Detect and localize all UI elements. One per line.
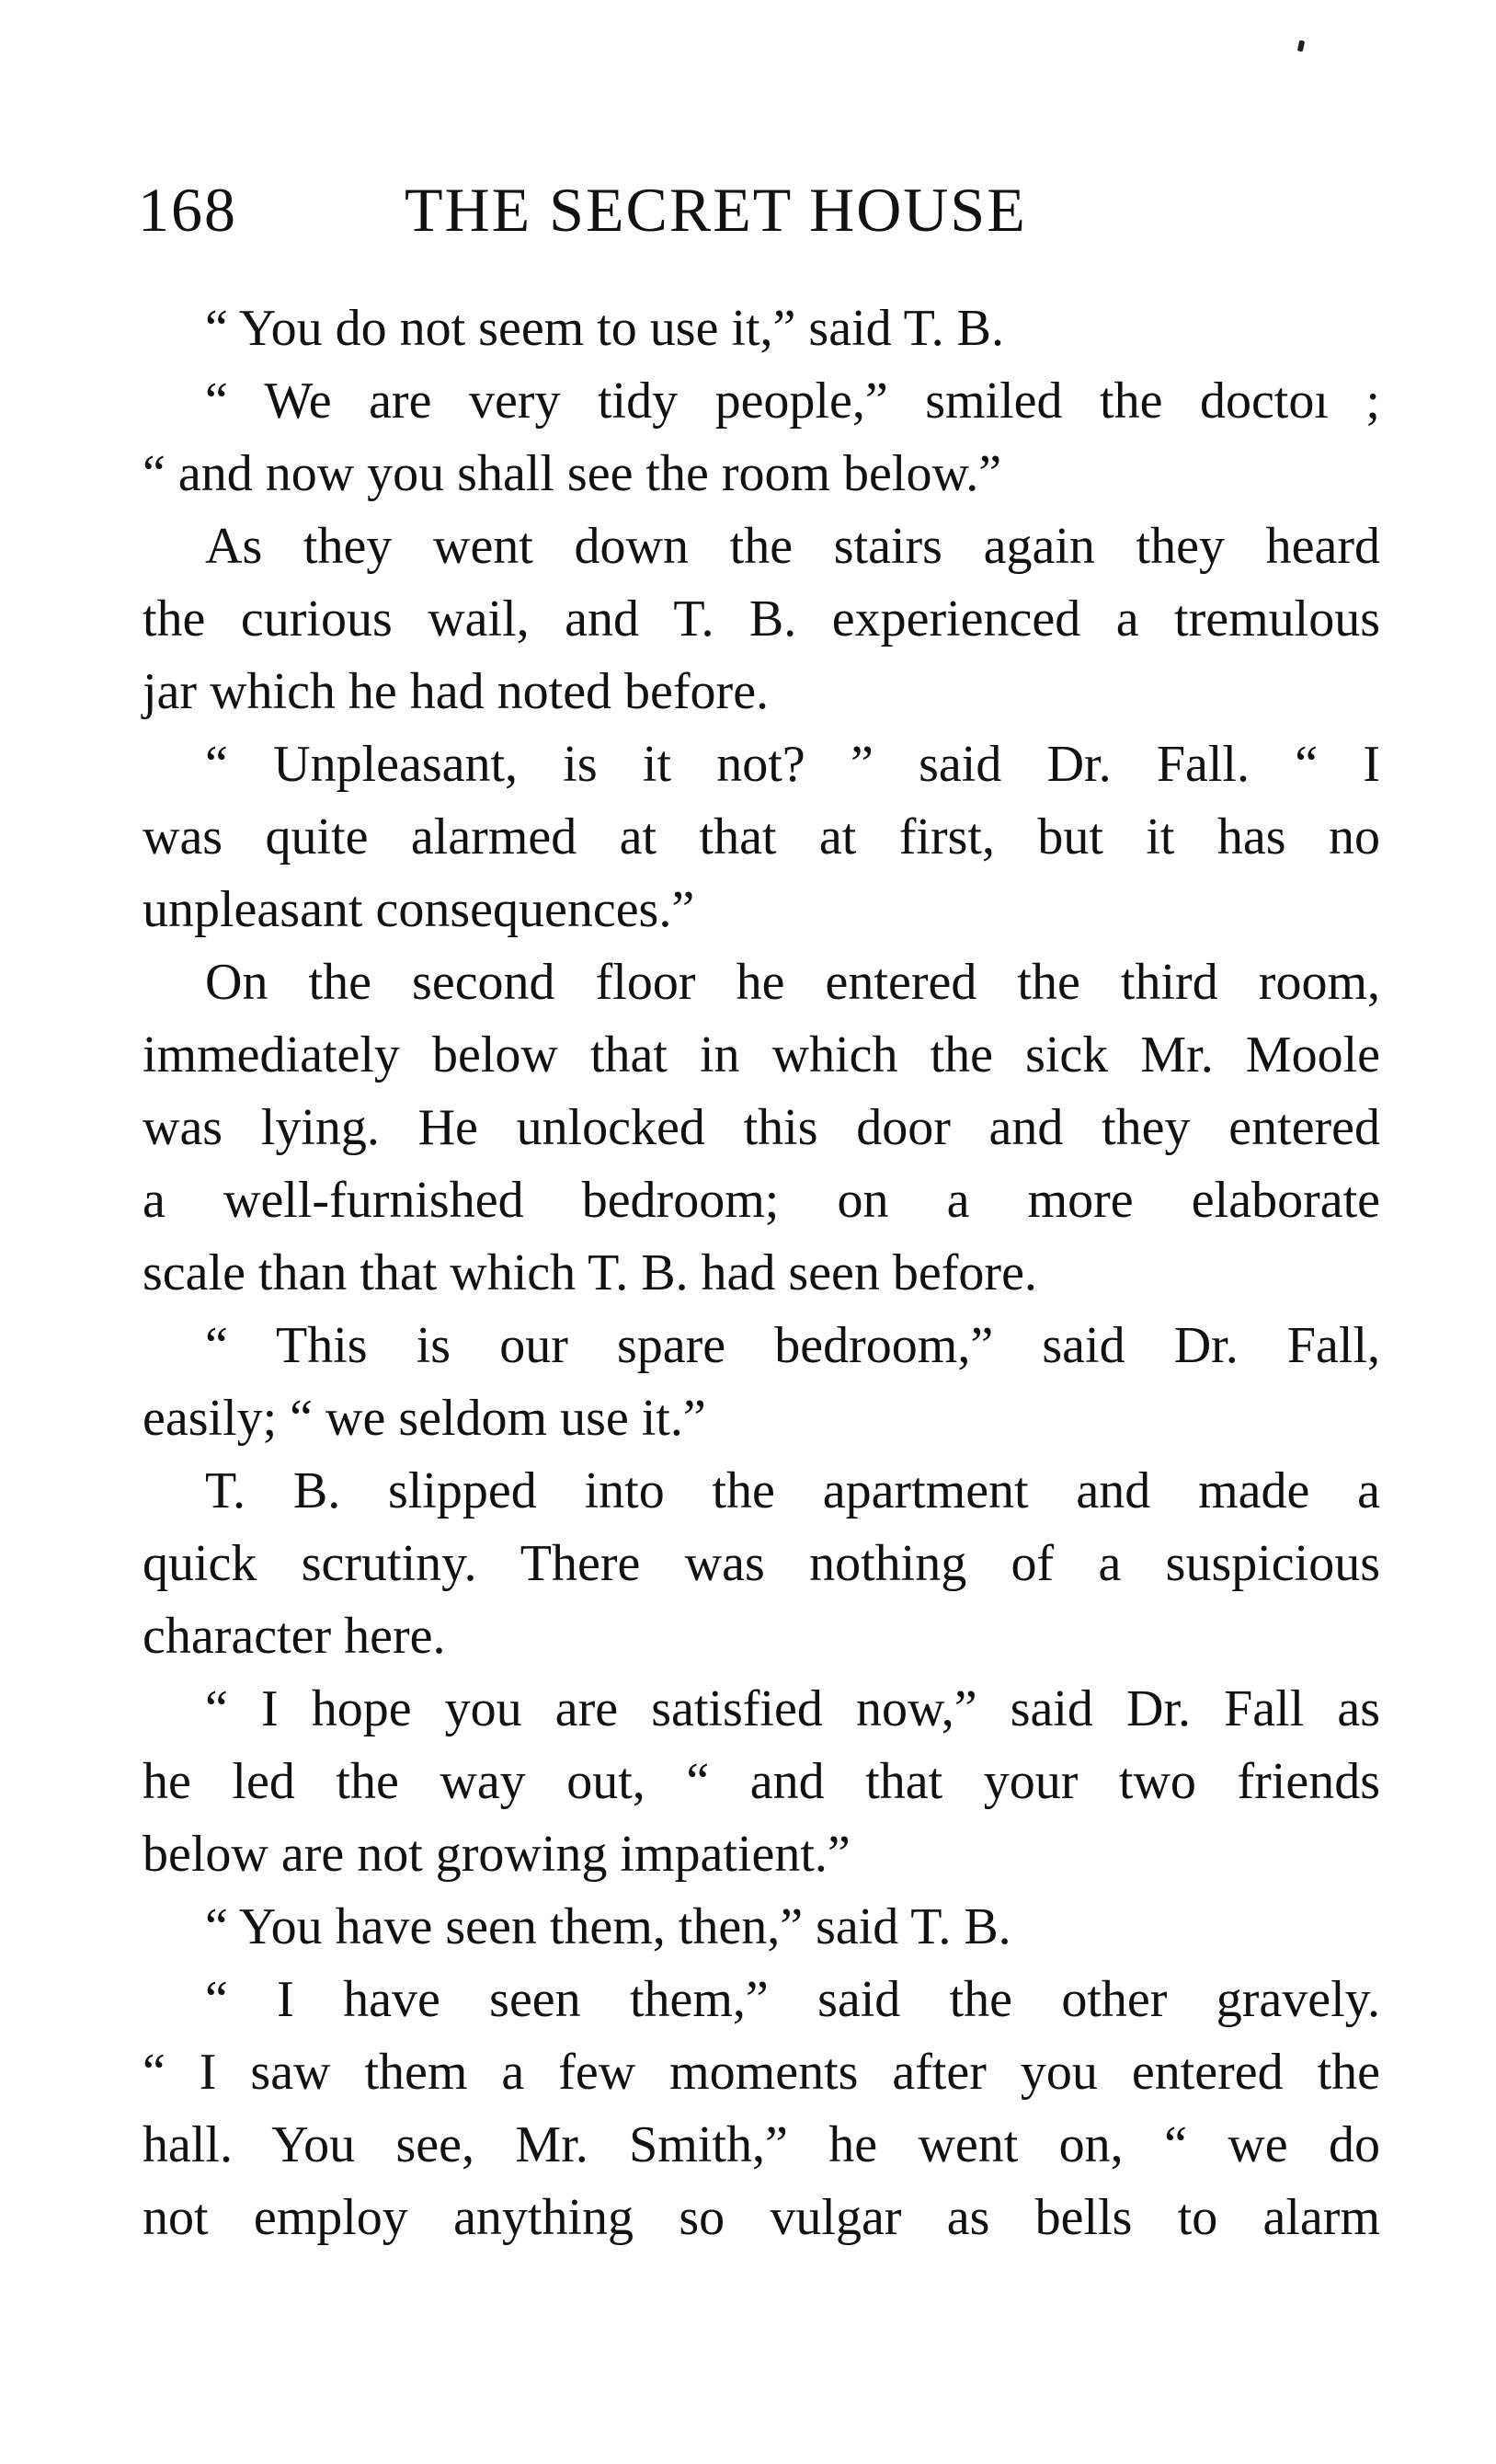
text-line: T. B. slipped into the apartment and made a (205, 1462, 1380, 1519)
text-line: easily; “ we seldom use it.” (143, 1390, 706, 1447)
ink-speck (1297, 40, 1305, 52)
text-line: “ I have seen them,” said the other gravely. (205, 1971, 1380, 2028)
text-line: quick scrutiny. There was nothing of a suspicious (143, 1535, 1380, 1592)
text-line: As they went down the stairs again they heard (205, 518, 1380, 575)
text-line: not employ anything so vulgar as bells to alarm (143, 2189, 1380, 2246)
text-line: character here. (143, 1608, 446, 1665)
text-line: was quite alarmed at that at first, but it has no (143, 808, 1380, 865)
text-line: was lying. He unlocked this door and they entered (143, 1099, 1380, 1156)
text-line: “ I hope you are satisfied now,” said Dr. Fall as (205, 1680, 1380, 1737)
text-line: the curious wail, and T. B. experienced a tremulous (143, 590, 1380, 648)
text-line: below are not growing impatient.” (143, 1826, 851, 1883)
text-line: scale than that which T. B. had seen before. (143, 1244, 1037, 1301)
text-line: unpleasant consequences.” (143, 881, 695, 938)
text-line: jar which he had noted before. (143, 663, 770, 720)
running-head (138, 173, 1379, 246)
text-line: “ We are very tidy people,” smiled the doctoı ; (205, 372, 1380, 430)
text-line: On the second floor he entered the third room, (205, 954, 1380, 1011)
text-line: immediately below that in which the sick Mr. Moole (143, 1026, 1380, 1083)
page-number: 168 (138, 175, 237, 245)
text-line: he led the way out, “ and that your two friends (143, 1753, 1380, 1810)
text-line: “ and now you shall see the room below.” (143, 445, 1002, 502)
text-line: “ You have seen them, then,” said T. B. (205, 1898, 1011, 1955)
text-line: a well-furnished bedroom; on a more elaborate (143, 1172, 1380, 1229)
text-line: “ This is our spare bedroom,” said Dr. Fall, (205, 1317, 1380, 1374)
text-line: “ You do not seem to use it,” said T. B. (205, 300, 1005, 357)
text-line: “ Unpleasant, is it not? ” said Dr. Fall. “ I (205, 736, 1380, 793)
body-text (143, 292, 1380, 2254)
text-line: hall. You see, Mr. Smith,” he went on, “ we do (143, 2116, 1380, 2173)
text-line: “ I saw them a few moments after you entered the (143, 2044, 1380, 2101)
book-title: THE SECRET HOUSE (405, 175, 1027, 245)
